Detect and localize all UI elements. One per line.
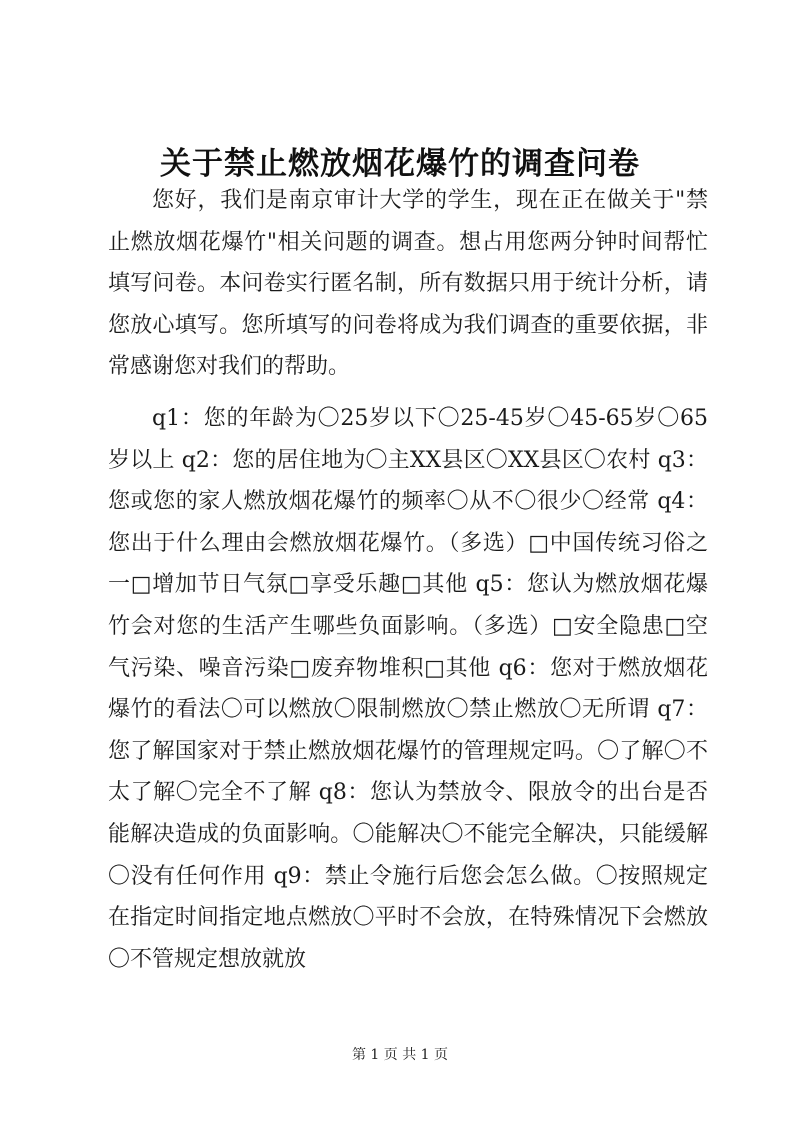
questions-paragraph: q1：您的年龄为〇25岁以下〇25-45岁〇45-65岁〇65岁以上 q2：您的居住地为〇主XX县区〇XX县区〇农村 q3：您或您的家人燃放烟花爆竹的频率〇从不〇很少〇经常 q4：您出于什么理由会燃放烟花爆竹。（多选）□中国传统习俗之一□增加节日气氛□享受乐趣□其他 q5：您认为燃放烟花爆竹会对您的生活产生哪些负面影响。（多选）□安全隐患□空气污染、噪音污染□废弃物堆积□其他 q6：您对于燃放烟花爆竹的看法〇可以燃放〇限制燃放〇禁止燃放〇无所谓 q7：您了解国家对于禁止燃放烟花爆竹的管理规定吗。〇了解〇不太了解〇完全不了解 q8：您认为禁放令、限放令的出台是否能解决造成的负面影响。〇能解决〇不能完全解决，只能缓解〇没有任何作用 q9：禁止令施行后您会怎么做。〇按照规定在指定时间指定地点燃放〇平时不会放，在特殊情况下会燃放〇不管规定想放就放 [108, 405, 708, 972]
intro-paragraph: 您好，我们是南京审计大学的学生，现在正在做关于"禁止燃放烟花爆竹"相关问题的调查。想占用您两分钟时间帮忙填写问卷。本问卷实行匿名制，所有数据只用于统计分析，请您放心填写。您所填写的问卷将成为我们调查的重要依据，非常感谢您对我们的帮助。 [108, 188, 708, 380]
document-title: 关于禁止燃放烟花爆竹的调查问卷 [160, 146, 640, 182]
page-footer: 第 1 页 共 1 页 [351, 1047, 449, 1063]
document-body [108, 180, 708, 980]
